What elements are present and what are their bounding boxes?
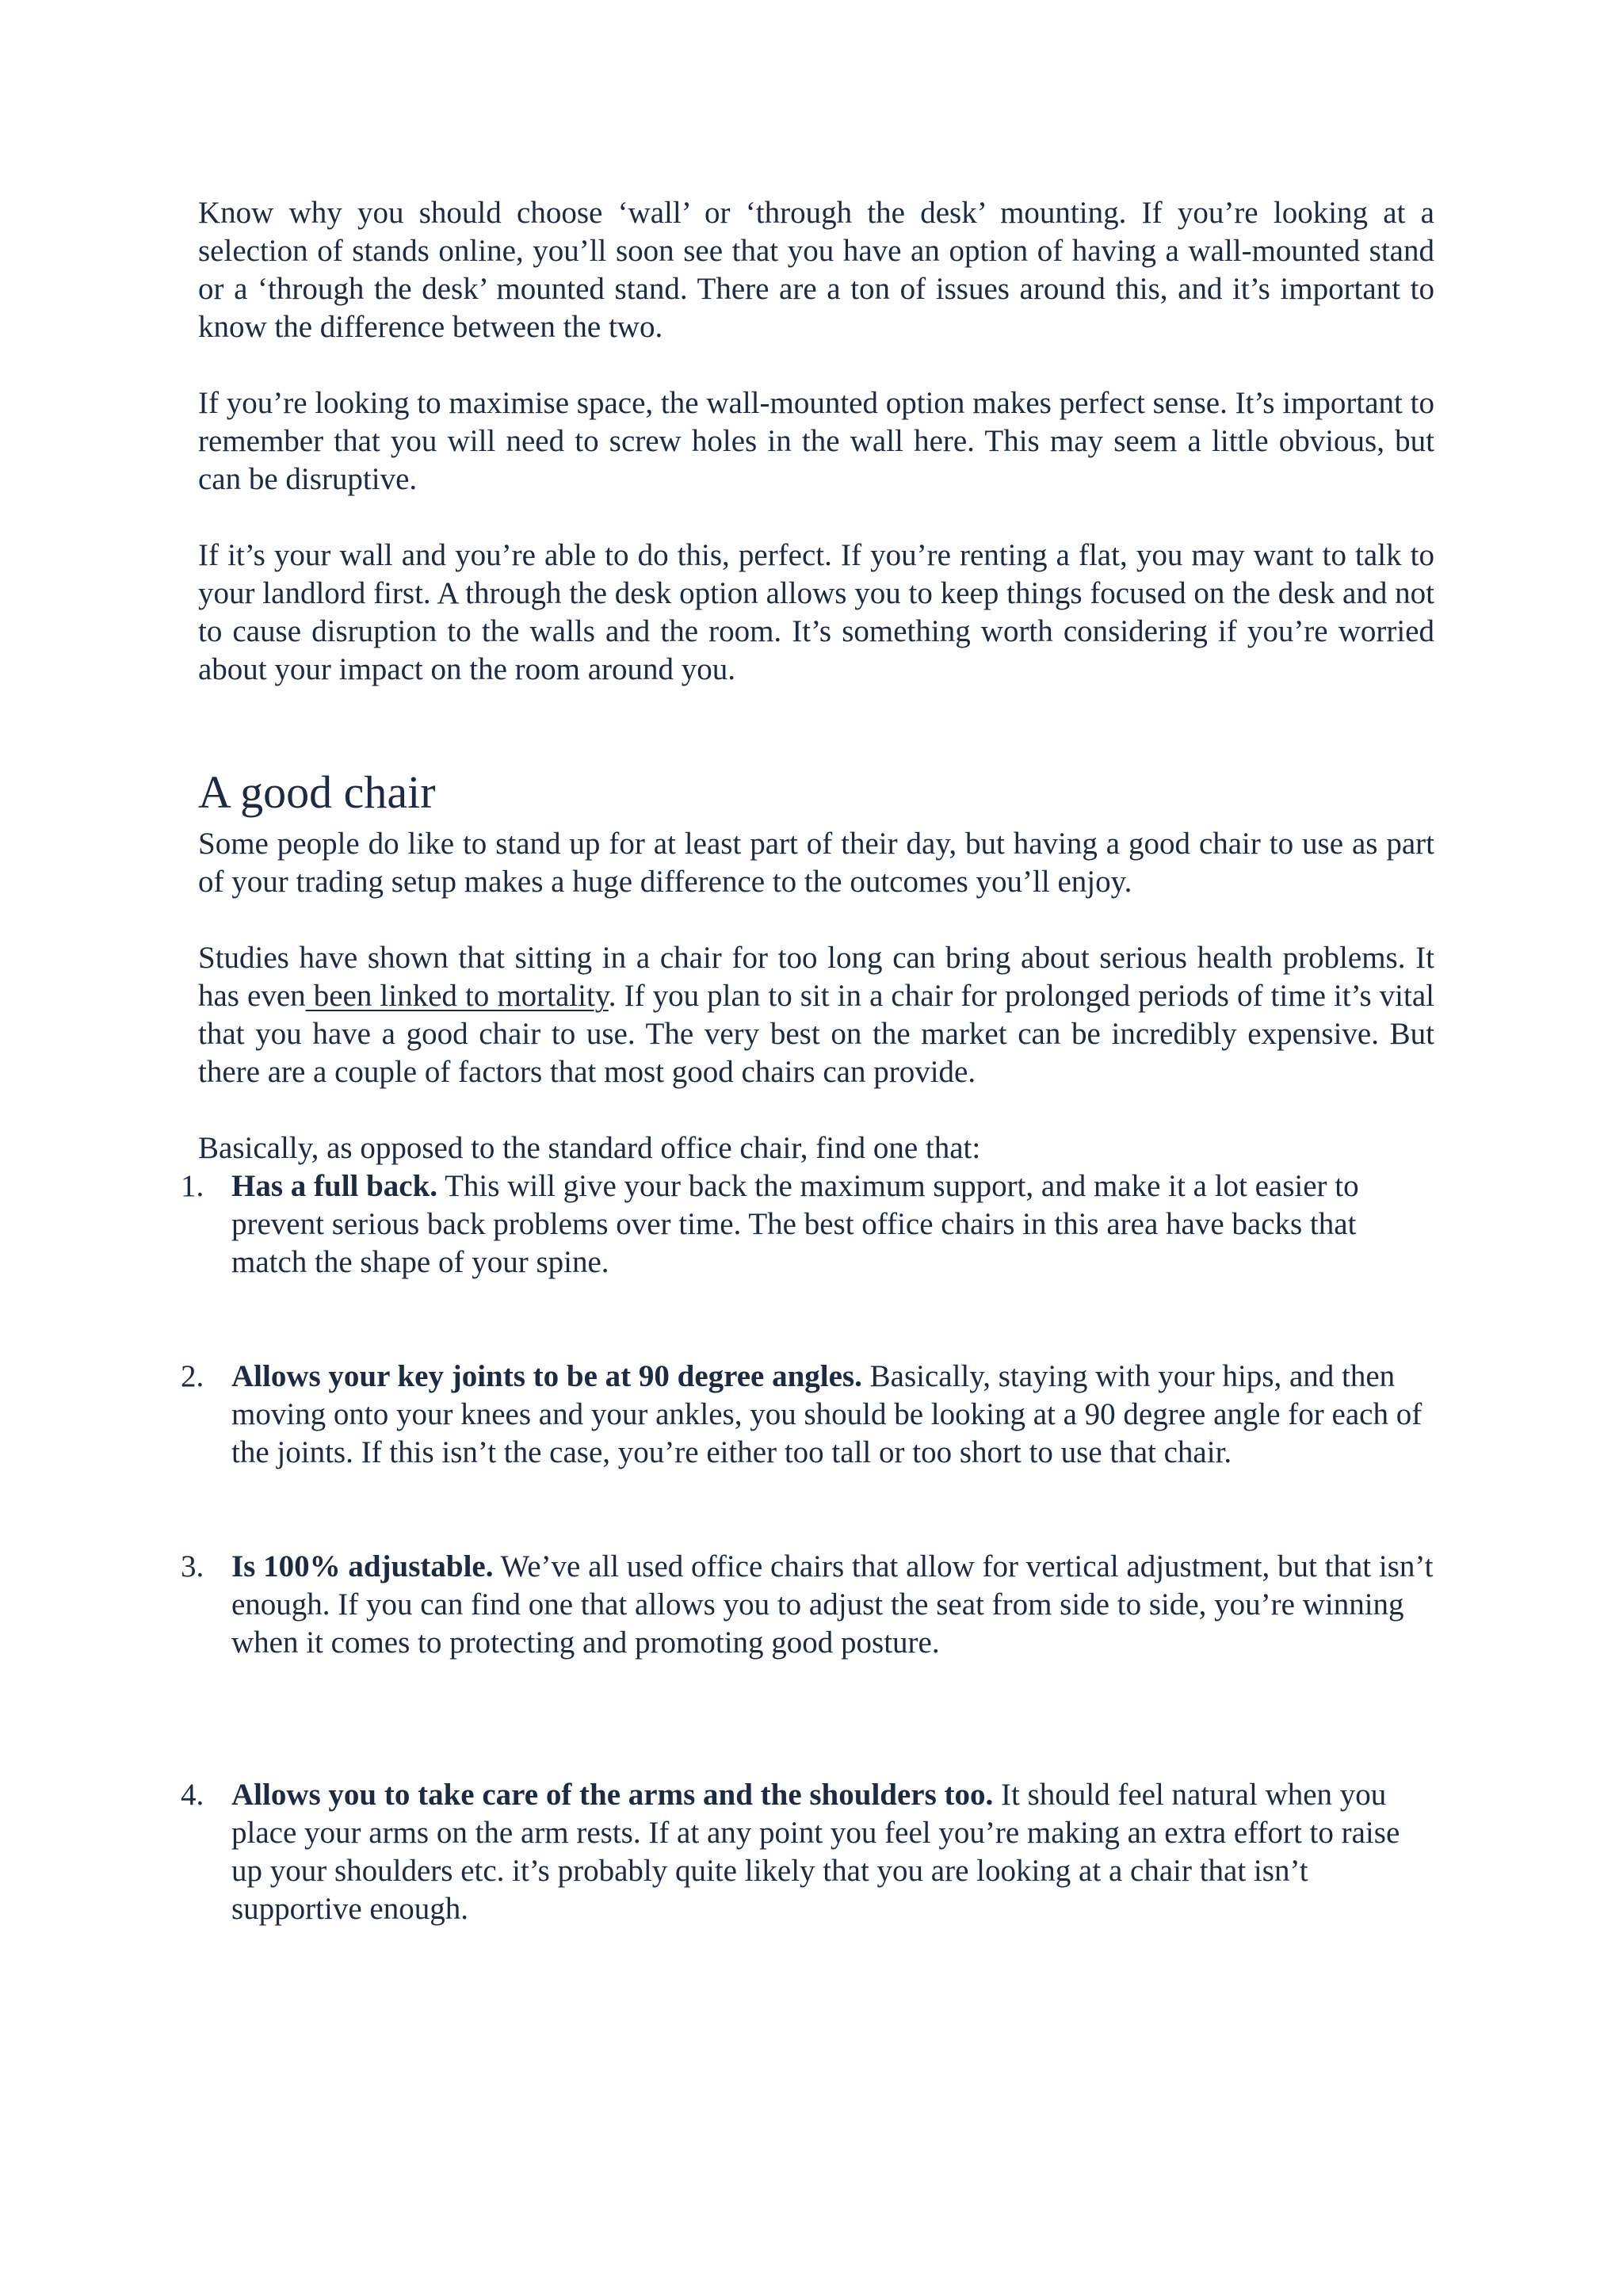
list-item-lead: Allows your key joints to be at 90 degree angles. <box>231 1359 862 1393</box>
list-item <box>181 1548 1434 1662</box>
studies-text-after: . If you plan to sit in a chair for prolonged periods of time it’s vital that you have a good chair to use. The very best on the market can be incredibly expensive. But there are a couple of factors that most good chairs can provide. <box>198 979 1434 1089</box>
list-item-lead: Has a full back. <box>231 1169 438 1203</box>
paragraph-chair-intro: Some people do like to stand up for at least part of their day, but having a good chair to use as part of your trading setup makes a huge difference to the outcomes you’ll enjoy. <box>198 827 1434 899</box>
list-number: 3. <box>181 1549 204 1584</box>
list-item-lead: Allows you to take care of the arms and the shoulders too. <box>231 1778 994 1812</box>
list-number: 4. <box>181 1778 204 1812</box>
list-item <box>181 1776 1434 1928</box>
list-number: 1. <box>181 1169 204 1203</box>
list-item-lead: Is 100% adjustable. <box>231 1549 494 1584</box>
mortality-link[interactable]: been linked to mortality <box>305 979 609 1013</box>
studies-text-before: Studies have shown that sitting in a chair for too long can bring about serious health problems. It has even <box>198 941 1434 1013</box>
list-item <box>181 1167 1434 1282</box>
paragraph-through-desk: If it’s your wall and you’re able to do this, perfect. If you’re renting a flat, you may want to talk to your landlord first. A through the desk option allows you to keep things focused on the desk and not to cause disruption to the walls and the room. It’s something worth considering if you’re worried about your impact on the room around you. <box>198 538 1434 686</box>
section-heading: A good chair <box>198 766 436 818</box>
document-page <box>181 194 1434 1928</box>
list-number: 2. <box>181 1359 204 1393</box>
paragraph-list-intro: Basically, as opposed to the standard office chair, find one that: <box>198 1131 981 1165</box>
list-item-text: We’ve all used office chairs that allow for vertical adjustment, but that isn’t enough. If you can find one that allows you to adjust the seat from side to side, you’re winning when it comes to protecting and promoting good posture. <box>231 1549 1434 1660</box>
list-item <box>181 1358 1434 1472</box>
paragraph-studies <box>198 939 1434 1091</box>
list-item-text: Basically, staying with your hips, and then moving onto your knees and your ankles, you should be looking at a 90 degree angle for each of the joints. If this isn’t the case, you’re either too tall or too short to use that chair. <box>231 1359 1423 1469</box>
chair-features-list <box>181 1167 1434 1928</box>
list-item-text: This will give your back the maximum support, and make it a lot easier to prevent serious back problems over time. The best office chairs in this area have backs that match the shape of your spine. <box>231 1169 1359 1279</box>
list-item-text: It should feel natural when you place your arms on the arm rests. If at any point you feel you’re making an extra effort to raise up your shoulders etc. it’s probably quite likely that you are looking at a chair that isn’t supportive enough. <box>231 1778 1400 1926</box>
paragraph-mounting: Know why you should choose ‘wall’ or ‘through the desk’ mounting. If you’re looking at a selection of stands online, you’ll soon see that you have an option of having a wall-mounted stand or a ‘through the desk’ mounted stand. There are a ton of issues around this, and it’s important to know the difference between the two. <box>198 196 1434 344</box>
paragraph-wall-mounted: If you’re looking to maximise space, the wall-mounted option makes perfect sense. It’s important to remember that you will need to screw holes in the wall here. This may seem a little obvious, but can be disruptive. <box>198 386 1434 496</box>
